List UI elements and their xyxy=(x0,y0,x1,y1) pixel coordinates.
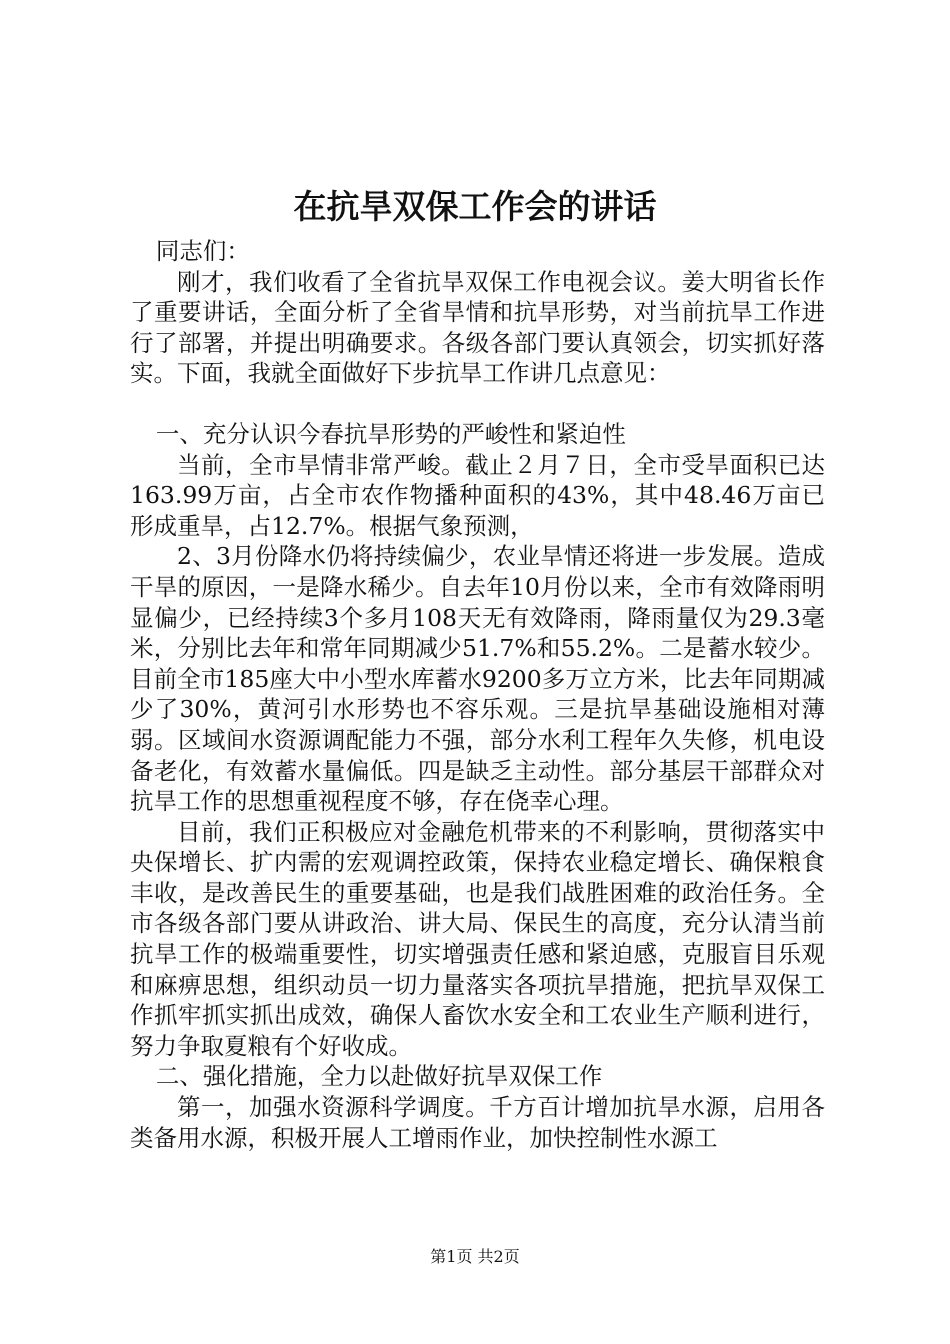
paragraph-importance: 目前，我们正积极应对金融危机带来的不利影响，贯彻落实中央保增长、扩内需的宏观调控政策，保持农业稳定增长、确保粮食丰收，是改善民生的重要基础，也是我们战胜困难的政治任务。全市各级各部门要从讲政治、讲大局、保民生的高度，充分认清当前抗旱工作的极端重要性，切实增强责任感和紧迫感，克服盲目乐观和麻痹思想，组织动员一切力量落实各项抗旱措施，把抗旱双保工作抓牢抓实抓出成效，确保人畜饮水安全和工农业生产顺利进行，努力争取夏粮有个好收成。 xyxy=(130,817,825,1060)
paragraph-spacer xyxy=(130,389,825,419)
section-heading-1: 一、充分认识今春抗旱形势的严峻性和紧迫性 xyxy=(155,419,626,448)
paragraph-measure-1: 第一，加强水资源科学调度。千方百计增加抗旱水源，启用各类备用水源，积极开展人工增雨作业，加快控制性水源工 xyxy=(130,1093,825,1152)
greeting: 同志们： xyxy=(155,237,250,265)
paragraph-intro: 刚才，我们收看了全省抗旱双保工作电视会议。姜大明省长作了重要讲话，全面分析了全省旱情和抗旱形势，对当前抗旱工作进行了部署，并提出明确要求。各级各部门要认真领会，切实抓好落实。下面，我就全面做好下步抗旱工作讲几点意见： xyxy=(130,267,825,388)
page-number-footer: 第1页 共2页 xyxy=(430,1247,520,1266)
paragraph-drought-causes: 2、3月份降水仍将持续偏少，农业旱情还将进一步发展。造成干旱的原因，一是降水稀少。自去年10月份以来，全市有效降雨明显偏少，已经持续3个多月108天无有效降雨，降雨量仅为29.3毫米，分别比去年和常年同期减少51.7%和55.2%。二是蓄水较少。目前全市185座大中小型水库蓄水9200多万立方米，比去年同期减少了30%，黄河引水形势也不容乐观。三是抗旱基础设施相对薄弱。区域间水资源调配能力不强，部分水利工程年久失修，机电设备老化，有效蓄水量偏低。四是缺乏主动性。部分基层干部群众对抗旱工作的思想重视程度不够，存在侥幸心理。 xyxy=(130,542,825,816)
document-body xyxy=(130,236,825,1153)
paragraph-drought-status: 当前，全市旱情非常严峻。截止２月７日，全市受旱面积已达163.99万亩，占全市农作物播种面积的43%，其中48.46万亩已形成重旱，占12.7%。根据气象预测， xyxy=(130,450,825,540)
document-title: 在抗旱双保工作会的讲话 xyxy=(293,187,657,226)
section-heading-2: 二、强化措施，全力以赴做好抗旱双保工作 xyxy=(155,1062,603,1091)
